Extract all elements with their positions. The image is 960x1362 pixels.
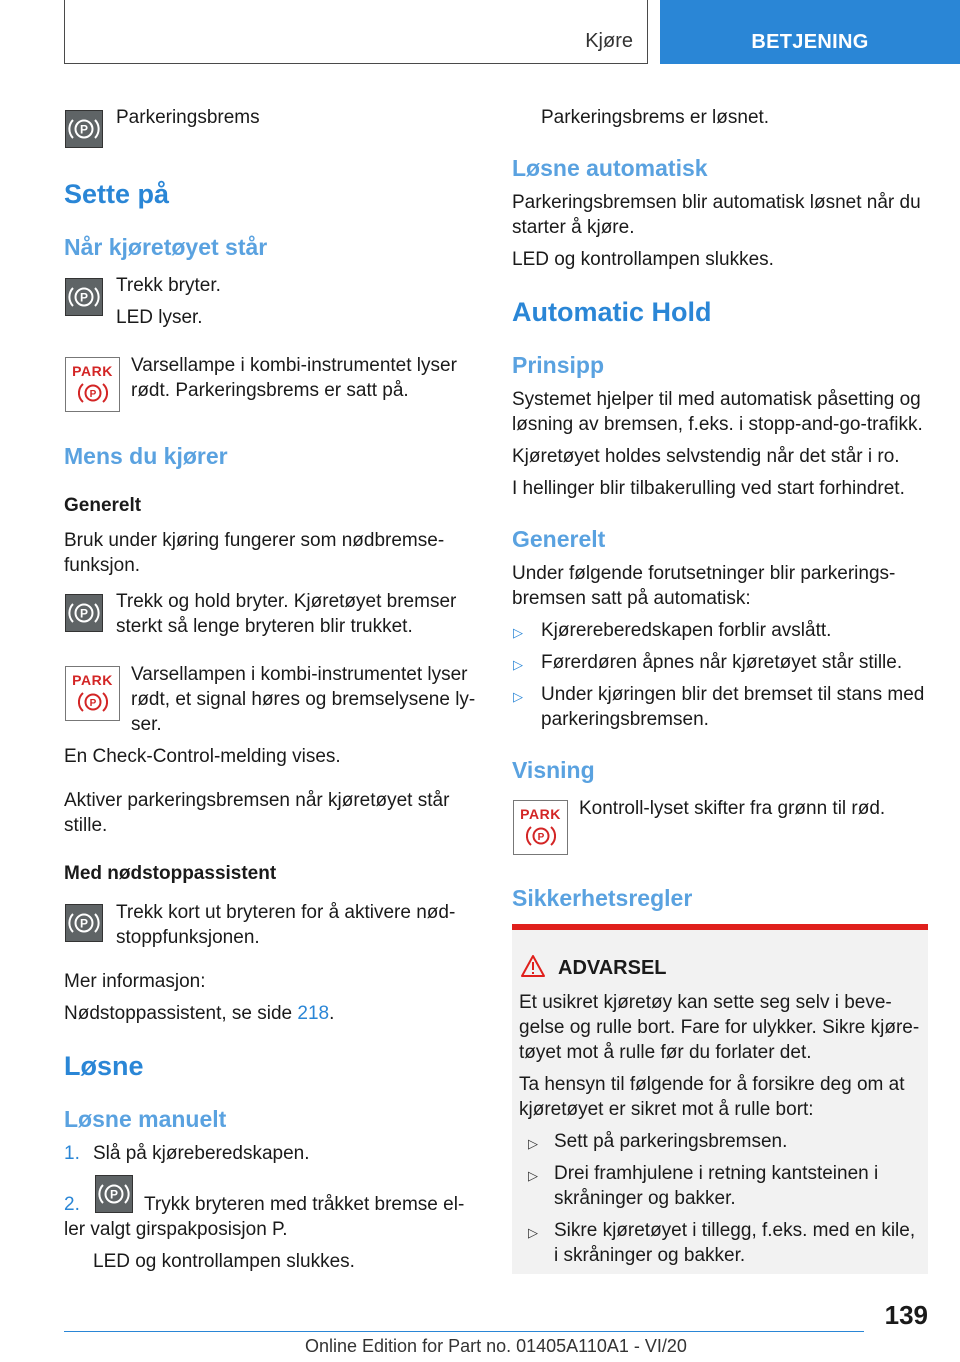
svg-text:P: P bbox=[89, 698, 97, 709]
warning-title: ADVARSEL bbox=[558, 957, 667, 979]
text-line: I hellinger blir tilbakerulling ved start forhindret. bbox=[512, 478, 905, 499]
list-item: i skråninger og bakker. bbox=[554, 1245, 746, 1266]
bullet-triangle-icon: ▷ bbox=[528, 1136, 538, 1151]
warning-triangle-icon bbox=[520, 954, 546, 983]
text-line: En Check-Control-melding vises. bbox=[64, 746, 341, 767]
text-line: rødt, et signal høres og bremselysene ly- bbox=[131, 689, 476, 710]
chapter-title: Kjøre bbox=[585, 30, 633, 52]
svg-text:P: P bbox=[79, 606, 89, 621]
parking-brake-icon bbox=[65, 110, 103, 148]
bullet-triangle-icon: ▷ bbox=[513, 625, 523, 640]
section-title: BETJENING bbox=[751, 31, 869, 53]
heading-sikkerhetsregler: Sikkerhetsregler bbox=[512, 885, 693, 911]
reference-period: . bbox=[329, 1003, 335, 1024]
footer-divider bbox=[64, 1331, 864, 1332]
svg-text:P: P bbox=[537, 832, 545, 843]
svg-text:P: P bbox=[79, 290, 89, 305]
list-item: Sett på parkeringsbremsen. bbox=[554, 1131, 788, 1152]
svg-text:P: P bbox=[79, 122, 89, 137]
text-line: LED og kontrollampen slukkes. bbox=[512, 249, 774, 270]
text-line: starter å kjøre. bbox=[512, 217, 635, 238]
text-line: sterkt så lenge bryteren blir trukket. bbox=[116, 616, 413, 637]
text-line: Systemet hjelper til med automatisk påsetting og bbox=[512, 389, 921, 410]
footer-edition: Online Edition for Part no. 01405A110A1 - VI/20 bbox=[305, 1336, 687, 1356]
list-item: Under kjøringen blir det bremset til stans med bbox=[541, 684, 925, 705]
svg-text:P: P bbox=[109, 1187, 119, 1202]
bullet-triangle-icon: ▷ bbox=[513, 689, 523, 704]
parking-brake-icon bbox=[65, 278, 103, 316]
text-line: Aktiver parkeringsbremsen når kjøretøyet står bbox=[64, 790, 450, 811]
heading-losne-automatisk: Løsne automatisk bbox=[512, 155, 708, 181]
text-line: Parkeringsbrems er løsnet. bbox=[541, 107, 770, 128]
list-item: Drei framhjulene i retning kantsteinen i bbox=[554, 1163, 879, 1184]
heading-automatic-hold: Automatic Hold bbox=[512, 297, 712, 327]
page-number: 139 bbox=[884, 1300, 928, 1330]
text-line: Varsellampe i kombi-instrumentet lyser bbox=[131, 355, 457, 376]
heading-mens-du-kjorer: Mens du kjører bbox=[64, 443, 228, 469]
svg-text:P: P bbox=[89, 389, 97, 400]
text-line: stoppfunksjonen. bbox=[116, 927, 260, 948]
parking-brake-icon bbox=[65, 904, 103, 942]
text-line: LED lyser. bbox=[116, 307, 203, 328]
header-chapter-box bbox=[64, 0, 648, 64]
heading-visning: Visning bbox=[512, 757, 595, 783]
text-line: Varsellampen i kombi-instrumentet lyser bbox=[131, 664, 468, 685]
heading-prinsipp: Prinsipp bbox=[512, 352, 605, 378]
text-line: Parkeringsbremsen blir automatisk løsnet når du bbox=[512, 192, 921, 213]
heading-nar-star: Når kjøretøyet står bbox=[64, 234, 268, 260]
step-number: 2. bbox=[64, 1194, 80, 1215]
text-line: stille. bbox=[64, 815, 108, 836]
cross-reference bbox=[64, 1001, 334, 1026]
text-line: Et usikret kjøretøy kan sette seg selv i beve- bbox=[519, 992, 892, 1013]
text-line: kjøretøyet er sikret mot å rulle bort: bbox=[519, 1099, 814, 1120]
list-item: skråninger og bakker. bbox=[554, 1188, 736, 1209]
list-item: Førerdøren åpnes når kjøretøyet står stille. bbox=[541, 652, 903, 673]
list-item: Sikre kjøretøyet i tillegg, f.eks. med en kile, bbox=[554, 1220, 916, 1241]
heading-sette-pa: Sette på bbox=[64, 179, 170, 209]
step-text: ler valgt girspakposisjon P. bbox=[64, 1219, 288, 1240]
text-line: funksjon. bbox=[64, 555, 141, 576]
park-icon-text: PARK bbox=[520, 806, 561, 822]
intro-label: Parkeringsbrems bbox=[116, 107, 260, 128]
text-line: rødt. Parkeringsbrems er satt på. bbox=[131, 380, 409, 401]
text-line: tøyet mot å rulle før du forlater det. bbox=[519, 1042, 812, 1063]
bullet-triangle-icon: ▷ bbox=[513, 657, 523, 672]
park-warning-icon bbox=[513, 800, 568, 855]
text-line: Kontroll-lyset skifter fra grønn til rød. bbox=[579, 798, 886, 819]
text-line: Ta hensyn til følgende for å forsikre deg om at bbox=[519, 1074, 905, 1095]
heading-generelt: Generelt bbox=[64, 495, 142, 516]
step-number: 1. bbox=[64, 1143, 80, 1164]
text-line: Trekk kort ut bryteren for å aktivere nød- bbox=[116, 902, 456, 923]
step-text: Slå på kjøreberedskapen. bbox=[93, 1143, 310, 1164]
park-icon-text: PARK bbox=[72, 363, 113, 379]
heading-losne-manuelt: Løsne manuelt bbox=[64, 1106, 227, 1132]
park-warning-icon bbox=[65, 357, 120, 412]
header-section-tab[interactable] bbox=[660, 0, 960, 64]
text-line: løsning av bremsen, f.eks. i stopp-and-go-trafikk. bbox=[512, 414, 923, 435]
heading-nodstopp: Med nødstoppassistent bbox=[64, 863, 277, 884]
list-item: parkeringsbremsen. bbox=[541, 709, 709, 730]
text-line: Mer informasjon: bbox=[64, 971, 206, 992]
text-line: bremsen satt på automatisk: bbox=[512, 588, 751, 609]
park-warning-icon bbox=[65, 666, 120, 721]
reference-text: Nødstoppassistent, se side bbox=[64, 1003, 293, 1024]
text-line: ser. bbox=[131, 714, 162, 735]
parking-brake-icon bbox=[95, 1175, 133, 1213]
text-line: Bruk under kjøring fungerer som nødbremse- bbox=[64, 530, 445, 551]
bullet-triangle-icon: ▷ bbox=[528, 1225, 538, 1240]
heading-generelt-right: Generelt bbox=[512, 526, 606, 552]
svg-text:P: P bbox=[79, 916, 89, 931]
heading-losne: Løsne bbox=[64, 1051, 144, 1081]
step-text: LED og kontrollampen slukkes. bbox=[93, 1251, 355, 1272]
warning-box bbox=[512, 924, 928, 1274]
text-line: Trekk bryter. bbox=[116, 275, 221, 296]
text-line: Trekk og hold bryter. Kjøretøyet bremser bbox=[116, 591, 457, 612]
text-line: gelse og rulle bort. Fare for ulykker. Sikre kjøre- bbox=[519, 1017, 920, 1038]
text-line: Under følgende forutsetninger blir parkerings- bbox=[512, 563, 896, 584]
step-text: Trykk bryteren med tråkket bremse el- bbox=[144, 1194, 465, 1215]
text-line: Kjøretøyet holdes selvstendig når det står i ro. bbox=[512, 446, 900, 467]
page-link[interactable]: 218 bbox=[297, 1003, 330, 1024]
bullet-triangle-icon: ▷ bbox=[528, 1168, 538, 1183]
parking-brake-icon bbox=[65, 594, 103, 632]
park-icon-text: PARK bbox=[72, 672, 113, 688]
list-item: Kjørereberedskapen forblir avslått. bbox=[541, 620, 832, 641]
